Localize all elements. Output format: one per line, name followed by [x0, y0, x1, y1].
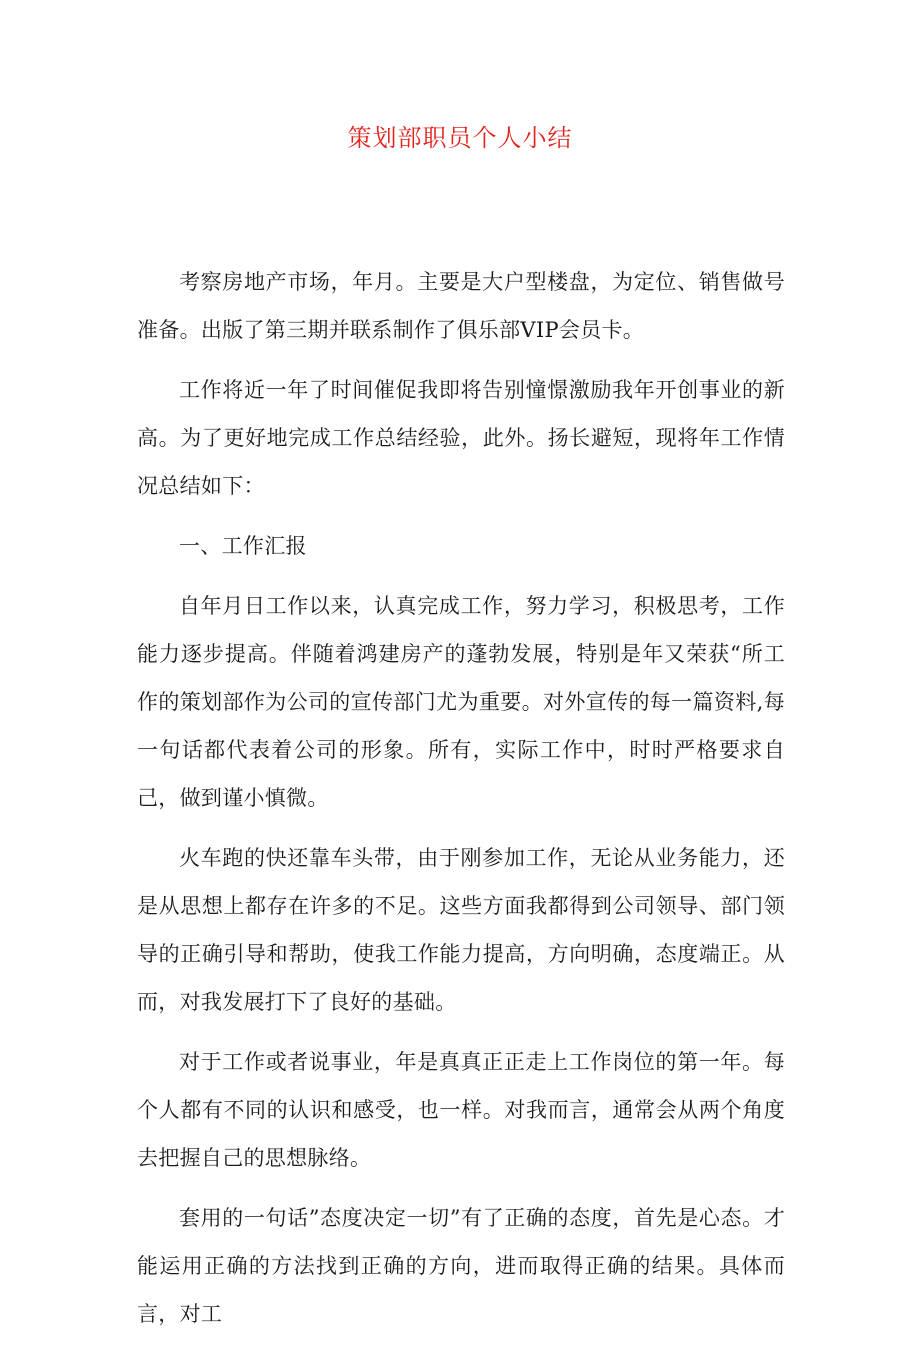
section-heading: 一、工作汇报	[179, 534, 307, 558]
paragraph-1: 考察房地产市场，年月。主要是大户型楼盘，为定位、销售做号准备。出版了第三期并联系制作了俱乐部VIP会员卡。	[137, 270, 785, 342]
document-body	[137, 258, 785, 1350]
paragraph-5: 对于工作或者说事业，年是真真正正走上工作岗位的第一年。每个人都有不同的认识和感受，也一样。对我而言，通常会从两个角度去把握自己的思想脉络。	[137, 1050, 785, 1170]
paragraph-2: 工作将近一年了时间催促我即将告别憧憬激励我年开创事业的新高。为了更好地完成工作总结经验，此外。扬长避短，现将年工作情况总结如下：	[137, 378, 785, 498]
paragraph-4: 火车跑的快还靠车头带，由于刚参加工作，无论从业务能力，还是从思想上都存在许多的不足。这些方面我都得到公司领导、部门领导的正确引导和帮助，使我工作能力提高，方向明确，态度端正。从而，对我发展打下了良好的基础。	[137, 846, 785, 1014]
document-title: 策划部职员个人小结	[347, 124, 573, 152]
paragraph-6: 套用的一句话”态度决定一切”有了正确的态度，首先是心态。才能运用正确的方法找到正确的方向，进而取得正确的结果。具体而言，对工	[137, 1206, 785, 1326]
paragraph-3: 自年月日工作以来，认真完成工作，努力学习，积极思考，工作能力逐步提高。伴随着鸿建房产的蓬勃发展，特别是年又荣获“所工作的策划部作为公司的宣传部门尤为重要。对外宣传的每一篇资料,每一句话都代表着公司的形象。所有，实际工作中，时时严格要求自己，做到谨小慎微。	[137, 594, 785, 810]
